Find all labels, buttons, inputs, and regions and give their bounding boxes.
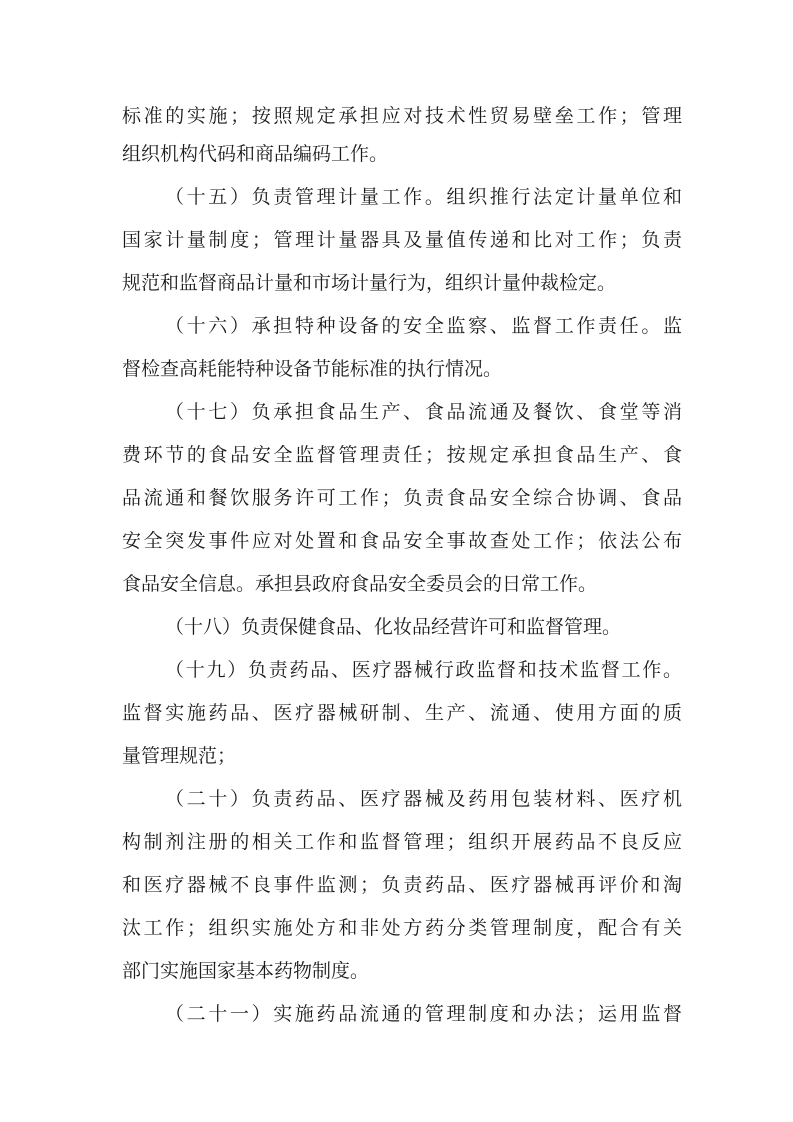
text-line: 国家计量制度；管理计量器具及量值传递和比对工作；负责: [122, 229, 682, 251]
text-line: 部门实施国家基本药物制度。: [122, 960, 370, 982]
text-line: 标准的实施；按照规定承担应对技术性贸易壁垒工作；管理: [122, 105, 682, 127]
paragraph-start-line: （十九）负责药品、医疗器械行政监督和技术监督工作。: [165, 659, 682, 681]
paragraph-start-line: （十六）承担特种设备的安全监察、监督工作责任。监: [165, 315, 682, 337]
text-line: 汰工作；组织实施处方和非处方药分类管理制度，配合有关: [122, 917, 682, 939]
text-line: 规范和监督商品计量和市场计量行为，组织计量仲裁检定。: [122, 272, 617, 294]
paragraph-start-line: （十八）负责保健食品、化妆品经营许可和监督管理。: [165, 616, 622, 638]
text-line: 费环节的食品安全监督管理责任；按规定承担食品生产、食: [122, 444, 682, 466]
paragraph-start-line: （二十）负责药品、医疗器械及药用包装材料、医疗机: [165, 788, 682, 810]
text-line: 构制剂注册的相关工作和监督管理；组织开展药品不良反应: [122, 831, 682, 853]
paragraph-start-line: （十七）负承担食品生产、食品流通及餐饮、食堂等消: [165, 401, 682, 423]
paragraph-start-line: （二十一）实施药品流通的管理制度和办法；运用监督: [165, 1003, 682, 1025]
text-line: 组织机构代码和商品编码工作。: [122, 143, 389, 165]
paragraph-start-line: （十五）负责管理计量工作。组织推行法定计量单位和: [165, 186, 682, 208]
text-line: 食品安全信息。承担县政府食品安全委员会的日常工作。: [122, 573, 598, 595]
text-line: 督检查高耗能特种设备节能标准的执行情况。: [122, 358, 503, 380]
text-line: 安全突发事件应对处置和食品安全事故查处工作；依法公布: [122, 530, 682, 552]
text-line: 和医疗器械不良事件监测；负责药品、医疗器械再评价和淘: [122, 874, 682, 896]
text-line: 品流通和餐饮服务许可工作；负责食品安全综合协调、食品: [122, 487, 682, 509]
text-line: 量管理规范；: [122, 745, 237, 767]
text-line: 监督实施药品、医疗器械研制、生产、流通、使用方面的质: [122, 702, 682, 724]
